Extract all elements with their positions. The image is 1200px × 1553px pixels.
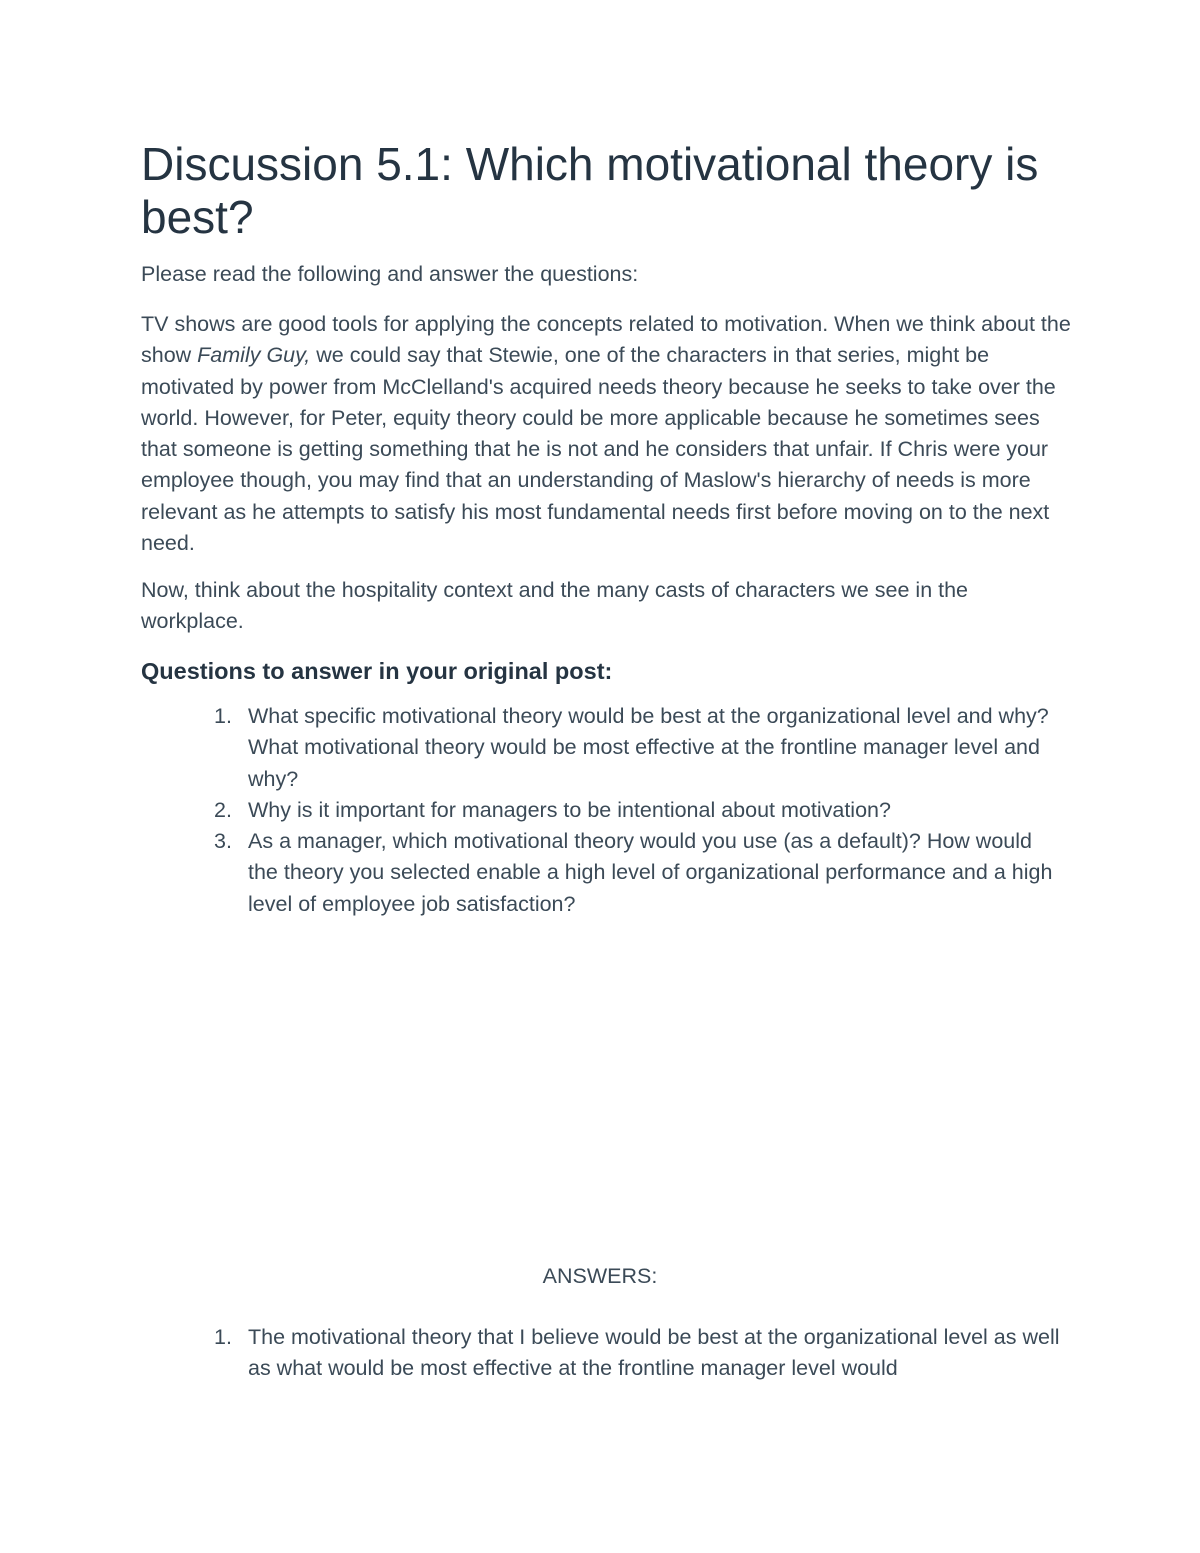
answer-text: The motivational theory that I believe would be best at the organizational level as well as what would be most effective at the frontline manager level would — [248, 1325, 1060, 1381]
answer-item — [141, 1322, 1076, 1385]
question-number: 3. — [214, 829, 232, 854]
question-text: As a manager, which motivational theory would you use (as a default)? How would the theory you selected enable a high level of organizational performance and a high level of employee job satisfaction? — [248, 829, 1053, 916]
question-number: 1. — [214, 704, 232, 728]
body-paragraph-1 — [141, 309, 1076, 559]
body-paragraph-1-start: TV shows are good tools for applying the concepts related to motivation. When we think about the show — [141, 312, 1071, 368]
question-item — [141, 701, 1076, 795]
question-item — [141, 826, 1076, 920]
answers-heading: ANSWERS: — [542, 1264, 658, 1288]
question-text: What specific motivational theory would be best at the organizational level and why? What motivational theory would be most effective at the frontline manager level and why? — [248, 704, 1049, 791]
questions-list — [141, 701, 1076, 920]
question-text: Why is it important for managers to be intentional about motivation? — [248, 797, 891, 822]
document-title: Discussion 5.1: Which motivational theory is best? — [141, 138, 1039, 243]
questions-heading: Questions to answer in your original post: — [141, 658, 613, 684]
show-title-emphasis: Family Guy, — [197, 343, 311, 368]
intro-text: Please read the following and answer the questions: — [141, 262, 639, 286]
question-number: 2. — [214, 797, 232, 822]
answers-list — [141, 1322, 1076, 1385]
question-item — [141, 795, 1076, 826]
answer-number: 1. — [214, 1325, 232, 1349]
body-paragraph-1-end: we could say that Stewie, one of the characters in that series, might be motivated by power from McClelland's acquired needs theory because he seeks to take over the world. However, for Peter, equity theory could be more applicable because he sometimes sees that someone is getting something that he is not and he considers that unfair. If Chris were your employee though, you may find that an understanding of Maslow's hierarchy of needs is more relevant as he attempts to satisfy his most fundamental needs first before moving on to the next need. — [141, 343, 1056, 556]
body-paragraph-2: Now, think about the hospitality context and the many casts of characters we see in the workplace. — [141, 578, 969, 634]
